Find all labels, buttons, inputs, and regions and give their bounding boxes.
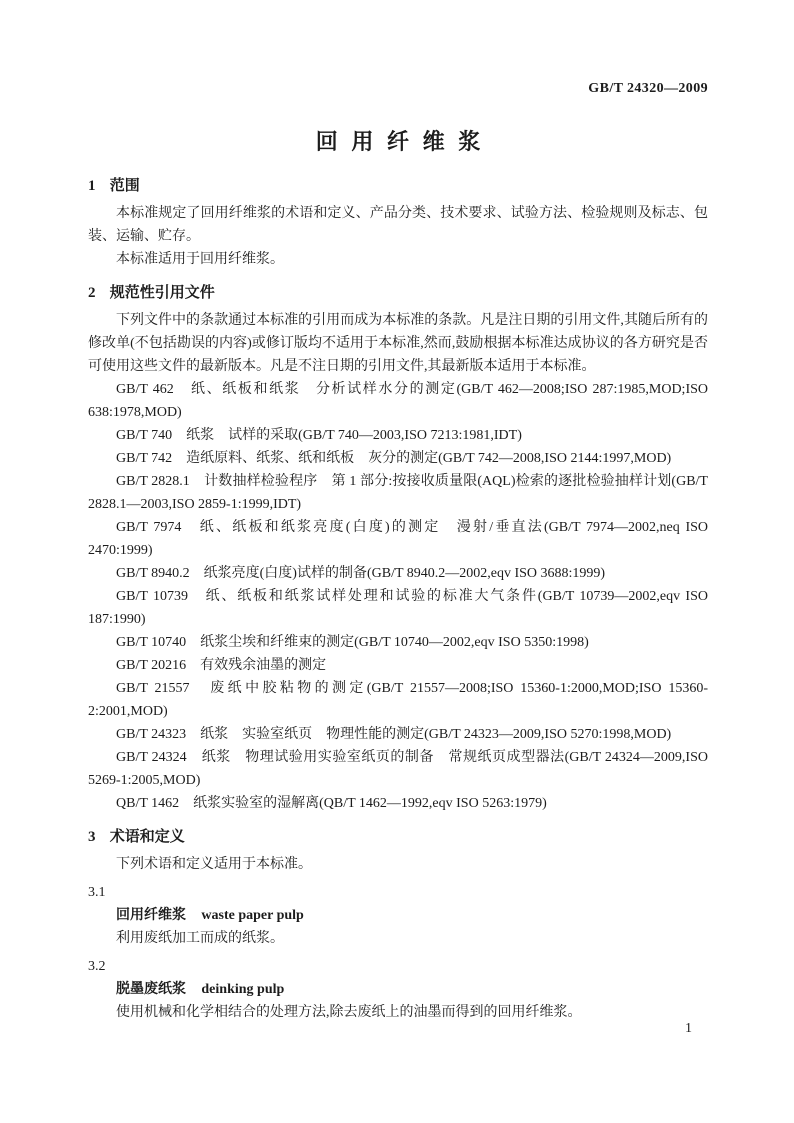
section1-number: 1 bbox=[88, 178, 96, 194]
reference-item: GB/T 740 纸浆 试样的采取(GB/T 740—2003,ISO 7213:1981,IDT) bbox=[116, 428, 522, 443]
term-number-3-2: 3.2 bbox=[88, 959, 106, 974]
term-title-3-2 bbox=[88, 978, 708, 1001]
section2-heading bbox=[88, 283, 708, 303]
term-en: deinking pulp bbox=[201, 982, 285, 997]
reference-item: GB/T 20216 有效残余油墨的测定 bbox=[116, 658, 327, 673]
section2-title: 规范性引用文件 bbox=[109, 285, 215, 301]
reference-item: GB/T 10740 纸浆尘埃和纤维束的测定(GB/T 10740—2002,eqv ISO 5350:1998) bbox=[116, 635, 589, 650]
section3-title: 术语和定义 bbox=[109, 829, 185, 845]
page-number: 1 bbox=[685, 1021, 692, 1036]
reference-item: GB/T 462 纸、纸板和纸浆 分析试样水分的测定(GB/T 462—2008;ISO 287:1985,MOD;ISO 638:1978,MOD) bbox=[88, 382, 708, 420]
section3-intro: 下列术语和定义适用于本标准。 bbox=[116, 857, 312, 872]
doc-title: 回用纤维浆 bbox=[315, 129, 494, 154]
reference-item: GB/T 742 造纸原料、纸浆、纸和纸板 灰分的测定(GB/T 742—2008,ISO 2144:1997,MOD) bbox=[116, 451, 672, 466]
reference-item: GB/T 24324 纸浆 物理试验用实验室纸页的制备 常规纸页成型器法(GB/T 24324—2009,ISO 5269-1:2005,MOD) bbox=[88, 750, 708, 788]
reference-item: GB/T 10739 纸、纸板和纸浆试样处理和试验的标准大气条件(GB/T 10739—2002,eqv ISO 187:1990) bbox=[88, 589, 708, 627]
section3-number: 3 bbox=[88, 829, 96, 845]
term-number-3-1: 3.1 bbox=[88, 885, 106, 900]
reference-item: GB/T 2828.1 计数抽样检验程序 第 1 部分:按接收质量限(AQL)检索的逐批检验抽样计划(GB/T 2828.1—2003,ISO 2859-1:1999,IDT) bbox=[88, 474, 708, 512]
section1-paragraph-1: 本标准规定了回用纤维浆的术语和定义、产品分类、技术要求、试验方法、检验规则及标志、包装、运输、贮存。 bbox=[88, 206, 708, 244]
term-definition-3-2: 使用机械和化学相结合的处理方法,除去废纸上的油墨而得到的回用纤维浆。 bbox=[116, 1005, 582, 1020]
section3-heading bbox=[88, 827, 708, 847]
reference-item: GB/T 21557 废纸中胶粘物的测定(GB/T 21557—2008;ISO 15360-1:2000,MOD;ISO 15360-2:2001,MOD) bbox=[88, 681, 708, 719]
section1-title: 范围 bbox=[109, 178, 140, 194]
term-en: waste paper pulp bbox=[201, 908, 304, 923]
section1-paragraph-2: 本标准适用于回用纤维浆。 bbox=[116, 252, 284, 267]
doc-number: GB/T 24320—2009 bbox=[588, 81, 708, 96]
term-title-3-1 bbox=[88, 904, 708, 927]
term-definition-3-1: 利用废纸加工而成的纸浆。 bbox=[116, 931, 284, 946]
reference-item: GB/T 8940.2 纸浆亮度(白度)试样的制备(GB/T 8940.2—2002,eqv ISO 3688:1999) bbox=[116, 566, 606, 581]
term-zh: 脱墨废纸浆 bbox=[116, 982, 186, 997]
doc-header bbox=[88, 80, 708, 98]
section1-heading bbox=[88, 176, 708, 196]
term-zh: 回用纤维浆 bbox=[116, 908, 186, 923]
reference-item: GB/T 7974 纸、纸板和纸浆亮度(白度)的测定 漫射/垂直法(GB/T 7974—2002,neq ISO 2470:1999) bbox=[88, 520, 708, 558]
reference-item: QB/T 1462 纸浆实验室的湿解离(QB/T 1462—1992,eqv ISO 5263:1979) bbox=[116, 796, 547, 811]
section2-intro: 下列文件中的条款通过本标准的引用而成为本标准的条款。凡是注日期的引用文件,其随后所有的修改单(不包括勘误的内容)或修订版均不适用于本标准,然而,鼓励根据本标准达成协议的各方研究是否可使用这些文件的最新版本。凡是不注日期的引用文件,其最新版本适用于本标准。 bbox=[88, 313, 708, 374]
reference-item: GB/T 24323 纸浆 实验室纸页 物理性能的测定(GB/T 24323—2009,ISO 5270:1998,MOD) bbox=[116, 727, 672, 742]
section2-number: 2 bbox=[88, 285, 96, 301]
